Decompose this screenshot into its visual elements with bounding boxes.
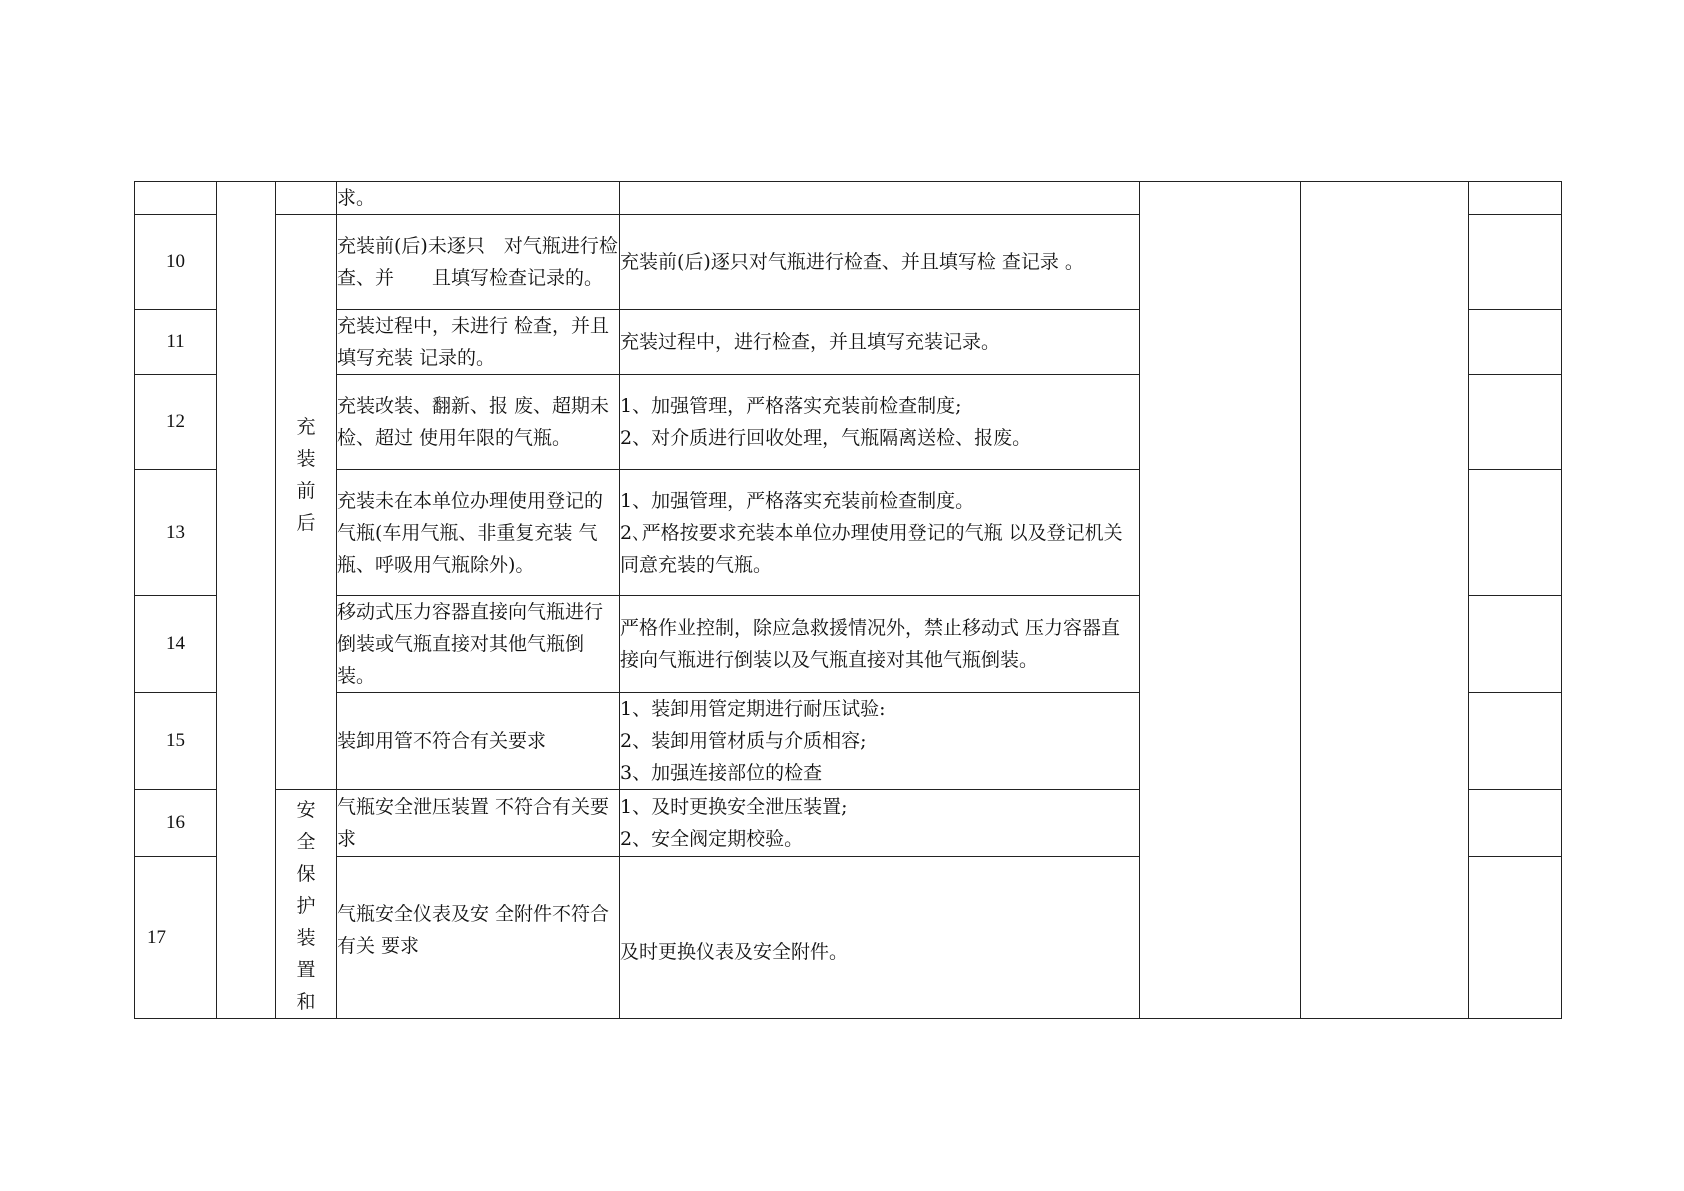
hazard-description: 充装过程中，未进行 检查，并且填写充装 记录的。 <box>337 310 620 375</box>
hazard-description: 充装前(后)未逐只 对气瓶进行检查、并 且填写检查记录的。 <box>337 215 620 310</box>
control-measures: 1、及时更换安全泄压装置; 2、安全阀定期校验。 <box>620 790 1140 857</box>
control-measures: 充装前(后)逐只对气瓶进行检查、并且填写检 查记录 。 <box>620 215 1140 310</box>
control-measures: 1、加强管理，严格落实充装前检查制度。 2､严格按要求充装本单位办理使用登记的气瓶 以及登记机关同意充装的气瓶。 <box>620 470 1140 596</box>
category-label: 安 全 保 护 装 置 和 <box>276 790 337 1019</box>
category-cell <box>276 182 337 215</box>
row-number: 13 <box>135 470 217 596</box>
blank-column-cell <box>1469 375 1562 470</box>
blank-column-cell <box>1469 857 1562 1019</box>
control-measures: 1、加强管理，严格落实充装前检查制度; 2、对介质进行回收处理，气瓶隔离送检、报废。 <box>620 375 1140 470</box>
hazard-description: 气瓶安全仪表及安 全附件不符合有关 要求 <box>337 857 620 1019</box>
hazard-description: 充装未在本单位办理使用登记的气瓶(车用气瓶、非重复充装 气瓶、呼吸用气瓶除外)。 <box>337 470 620 596</box>
blank-column-cell <box>1140 182 1301 1019</box>
blank-column-cell <box>1469 470 1562 596</box>
row-number: 16 <box>135 790 217 857</box>
row-number: 12 <box>135 375 217 470</box>
hazard-description: 气瓶安全泄压装置 不符合有关要求 <box>337 790 620 857</box>
row-number: 14 <box>135 596 217 693</box>
hazard-description: 充装改装、翻新、报 废、超期未检、超过 使用年限的气瓶。 <box>337 375 620 470</box>
control-measures: 严格作业控制，除应急救援情况外，禁止移动式 压力容器直接向气瓶进行倒装以及气瓶直接对其他气瓶倒装。 <box>620 596 1140 693</box>
table-row <box>135 182 1562 215</box>
hazard-description: 求。 <box>337 182 620 215</box>
blank-column-cell <box>1469 310 1562 375</box>
category-label: 充 装 前 后 <box>276 215 337 790</box>
blank-column-cell <box>1301 182 1469 1019</box>
control-measures: 1、装卸用管定期进行耐压试验: 2、装卸用管材质与介质相容; 3、加强连接部位的检查 <box>620 693 1140 790</box>
control-measures: 及时更换仪表及安全附件。 <box>620 857 1140 1019</box>
blank-column-cell <box>1469 215 1562 310</box>
row-number <box>135 182 217 215</box>
hazard-table <box>134 181 1562 1019</box>
control-measures <box>620 182 1140 215</box>
hazard-description: 装卸用管不符合有关要求 <box>337 693 620 790</box>
row-number: 15 <box>135 693 217 790</box>
blank-column-cell <box>1469 790 1562 857</box>
blank-column-cell <box>1469 596 1562 693</box>
hazard-description: 移动式压力容器直接向气瓶进行倒装或气瓶直接对其他气瓶倒装。 <box>337 596 620 693</box>
row-number: 11 <box>135 310 217 375</box>
row-number: 10 <box>135 215 217 310</box>
control-measures: 充装过程中，进行检查，并且填写充装记录。 <box>620 310 1140 375</box>
blank-column-cell <box>1469 182 1562 215</box>
blank-column-cell <box>1469 693 1562 790</box>
row-number: 17 <box>135 857 217 1019</box>
blank-column-cell <box>217 182 276 1019</box>
